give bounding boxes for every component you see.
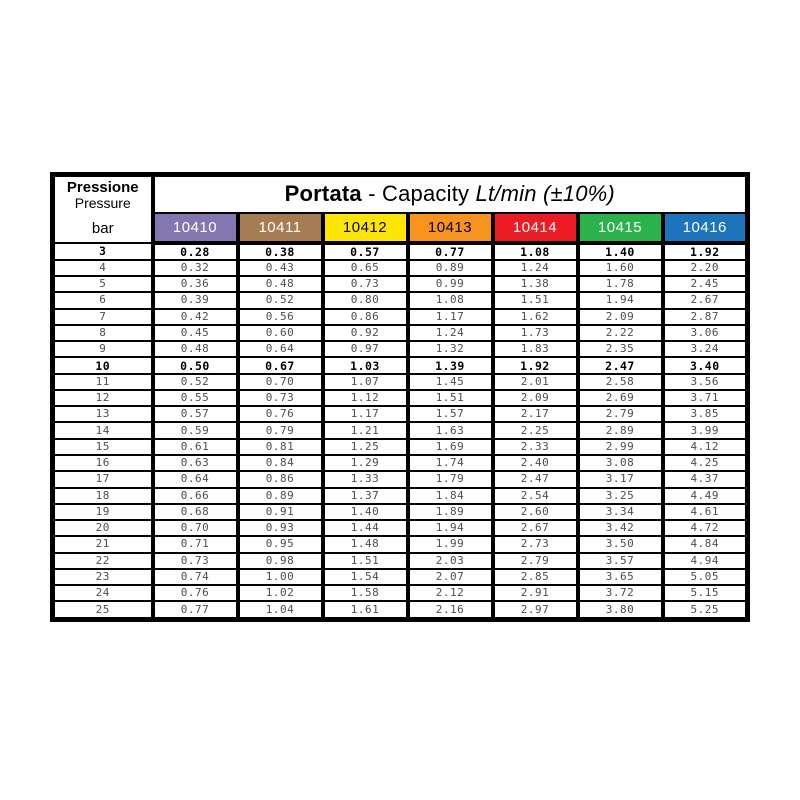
capacity-cell: 0.48: [153, 341, 238, 357]
pressure-cell: 12: [53, 390, 153, 406]
capacity-cell: 2.85: [493, 569, 578, 585]
capacity-cell: 3.99: [663, 422, 748, 438]
capacity-cell: 0.57: [153, 406, 238, 422]
capacity-cell: 2.69: [578, 390, 663, 406]
capacity-cell: 0.74: [153, 569, 238, 585]
capacity-cell: 0.77: [153, 601, 238, 619]
capacity-cell: 2.89: [578, 422, 663, 438]
capacity-cell: 3.72: [578, 585, 663, 601]
capacity-cell: 0.60: [238, 325, 323, 341]
pressure-column-header: [53, 175, 153, 243]
capacity-cell: 1.12: [323, 390, 408, 406]
capacity-cell: 2.16: [408, 601, 493, 619]
code-header-row: [53, 213, 748, 243]
capacity-cell: 0.64: [153, 471, 238, 487]
capacity-cell: 0.32: [153, 260, 238, 276]
capacity-cell: 0.86: [238, 471, 323, 487]
capacity-cell: 2.58: [578, 374, 663, 390]
capacity-cell: 2.60: [493, 504, 578, 520]
pressure-cell: 19: [53, 504, 153, 520]
capacity-cell: 1.38: [493, 276, 578, 292]
capacity-cell: 0.28: [153, 243, 238, 260]
capacity-cell: 1.33: [323, 471, 408, 487]
capacity-cell: 2.79: [493, 553, 578, 569]
capacity-cell: 1.24: [408, 325, 493, 341]
capacity-cell: 3.50: [578, 536, 663, 552]
table-row: [53, 406, 748, 422]
pressure-cell: 25: [53, 601, 153, 619]
capacity-cell: 2.47: [493, 471, 578, 487]
capacity-cell: 0.38: [238, 243, 323, 260]
capacity-cell: 5.25: [663, 601, 748, 619]
pressure-cell: 21: [53, 536, 153, 552]
pressure-cell: 13: [53, 406, 153, 422]
pressure-cell: 16: [53, 455, 153, 471]
capacity-cell: 2.12: [408, 585, 493, 601]
capacity-cell: 0.71: [153, 536, 238, 552]
capacity-cell: 2.97: [493, 601, 578, 619]
pressure-cell: 14: [53, 422, 153, 438]
capacity-cell: 0.86: [323, 309, 408, 325]
pressure-cell: 22: [53, 553, 153, 569]
capacity-cell: 2.79: [578, 406, 663, 422]
table-row: [53, 520, 748, 536]
capacity-cell: 0.89: [238, 488, 323, 504]
capacity-cell: 3.71: [663, 390, 748, 406]
capacity-cell: 1.74: [408, 455, 493, 471]
capacity-cell: 1.94: [578, 292, 663, 308]
pressure-cell: 4: [53, 260, 153, 276]
column-header-10414: 10414: [493, 213, 578, 243]
capacity-cell: 3.42: [578, 520, 663, 536]
capacity-cell: 1.45: [408, 374, 493, 390]
capacity-cell: 0.81: [238, 439, 323, 455]
capacity-cell: 1.84: [408, 488, 493, 504]
capacity-cell: 0.73: [323, 276, 408, 292]
capacity-cell: 0.67: [238, 357, 323, 373]
capacity-cell: 4.37: [663, 471, 748, 487]
capacity-cell: 0.56: [238, 309, 323, 325]
capacity-cell: 0.93: [238, 520, 323, 536]
pressure-cell: 18: [53, 488, 153, 504]
capacity-cell: 2.03: [408, 553, 493, 569]
table-row: [53, 488, 748, 504]
capacity-cell: 4.94: [663, 553, 748, 569]
capacity-cell: 2.33: [493, 439, 578, 455]
capacity-cell: 1.32: [408, 341, 493, 357]
table-row: [53, 374, 748, 390]
capacity-cell: 0.65: [323, 260, 408, 276]
capacity-cell: 1.94: [408, 520, 493, 536]
capacity-cell: 1.58: [323, 585, 408, 601]
capacity-cell: 5.05: [663, 569, 748, 585]
capacity-cell: 3.57: [578, 553, 663, 569]
table-row: [53, 325, 748, 341]
capacity-cell: 0.63: [153, 455, 238, 471]
table-row: [53, 276, 748, 292]
capacity-cell: 2.07: [408, 569, 493, 585]
capacity-cell: 2.54: [493, 488, 578, 504]
capacity-cell: 1.48: [323, 536, 408, 552]
capacity-cell: 2.47: [578, 357, 663, 373]
capacity-cell: 4.84: [663, 536, 748, 552]
pressure-cell: 8: [53, 325, 153, 341]
capacity-cell: 0.73: [153, 553, 238, 569]
capacity-cell: 0.79: [238, 422, 323, 438]
capacity-cell: 1.29: [323, 455, 408, 471]
capacity-cell: 1.21: [323, 422, 408, 438]
capacity-cell: 1.07: [323, 374, 408, 390]
table-row: [53, 292, 748, 308]
capacity-cell: 2.09: [578, 309, 663, 325]
capacity-cell: 0.66: [153, 488, 238, 504]
capacity-cell: 0.99: [408, 276, 493, 292]
table-row: [53, 601, 748, 619]
capacity-cell: 0.68: [153, 504, 238, 520]
table-row: [53, 585, 748, 601]
capacity-cell: 1.51: [493, 292, 578, 308]
table-row: [53, 243, 748, 260]
capacity-cell: 2.20: [663, 260, 748, 276]
capacity-cell: 1.89: [408, 504, 493, 520]
table-row: [53, 260, 748, 276]
table-row: [53, 309, 748, 325]
capacity-cell: 1.79: [408, 471, 493, 487]
capacity-cell: 0.95: [238, 536, 323, 552]
capacity-cell: 2.87: [663, 309, 748, 325]
capacity-cell: 1.24: [493, 260, 578, 276]
pressure-cell: 9: [53, 341, 153, 357]
capacity-cell: 1.04: [238, 601, 323, 619]
capacity-cell: 1.61: [323, 601, 408, 619]
capacity-cell: 0.59: [153, 422, 238, 438]
column-header-10416: 10416: [663, 213, 748, 243]
capacity-cell: 2.73: [493, 536, 578, 552]
table-row: [53, 439, 748, 455]
capacity-table: [50, 172, 750, 622]
capacity-cell: 0.42: [153, 309, 238, 325]
capacity-cell: 1.08: [408, 292, 493, 308]
capacity-cell: 0.57: [323, 243, 408, 260]
capacity-cell: 2.35: [578, 341, 663, 357]
capacity-cell: 3.25: [578, 488, 663, 504]
table-title-bold: Portata: [284, 181, 362, 207]
capacity-cell: 1.63: [408, 422, 493, 438]
capacity-cell: 4.12: [663, 439, 748, 455]
table-title: [153, 175, 748, 213]
capacity-cell: 1.57: [408, 406, 493, 422]
pressure-cell: 24: [53, 585, 153, 601]
table-row: [53, 341, 748, 357]
capacity-cell: 5.15: [663, 585, 748, 601]
capacity-cell: 2.25: [493, 422, 578, 438]
capacity-cell: 0.50: [153, 357, 238, 373]
capacity-cell: 1.44: [323, 520, 408, 536]
capacity-cell: 1.99: [408, 536, 493, 552]
capacity-cell: 1.17: [408, 309, 493, 325]
capacity-cell: 0.43: [238, 260, 323, 276]
capacity-cell: 2.67: [493, 520, 578, 536]
pressure-cell: 3: [53, 243, 153, 260]
capacity-cell: 0.76: [153, 585, 238, 601]
capacity-cell: 0.36: [153, 276, 238, 292]
table-row: [53, 357, 748, 373]
pressure-cell: 5: [53, 276, 153, 292]
capacity-cell: 0.70: [238, 374, 323, 390]
capacity-cell: 3.24: [663, 341, 748, 357]
capacity-cell: 0.97: [323, 341, 408, 357]
table-row: [53, 390, 748, 406]
column-header-10412: 10412: [323, 213, 408, 243]
capacity-cell: 1.92: [663, 243, 748, 260]
pressure-cell: 11: [53, 374, 153, 390]
capacity-cell: 0.92: [323, 325, 408, 341]
table-row: [53, 422, 748, 438]
capacity-cell: 1.40: [323, 504, 408, 520]
capacity-cell: 3.85: [663, 406, 748, 422]
capacity-cell: 2.09: [493, 390, 578, 406]
pressure-cell: 15: [53, 439, 153, 455]
pressure-cell: 6: [53, 292, 153, 308]
table-body: [53, 243, 748, 620]
capacity-cell: 1.83: [493, 341, 578, 357]
table-row: [53, 455, 748, 471]
pressure-cell: 20: [53, 520, 153, 536]
capacity-cell: 2.40: [493, 455, 578, 471]
pressure-label-italian: Pressione: [66, 179, 139, 197]
capacity-cell: 2.01: [493, 374, 578, 390]
capacity-cell: 0.45: [153, 325, 238, 341]
pressure-cell: 7: [53, 309, 153, 325]
capacity-cell: 0.80: [323, 292, 408, 308]
title-row: [53, 175, 748, 213]
capacity-cell: 1.37: [323, 488, 408, 504]
capacity-cell: 0.61: [153, 439, 238, 455]
table-row: [53, 504, 748, 520]
capacity-cell: 3.08: [578, 455, 663, 471]
capacity-cell: 2.22: [578, 325, 663, 341]
capacity-cell: 3.56: [663, 374, 748, 390]
capacity-cell: 0.98: [238, 553, 323, 569]
capacity-cell: 0.91: [238, 504, 323, 520]
capacity-cell: 4.61: [663, 504, 748, 520]
capacity-cell: 1.00: [238, 569, 323, 585]
capacity-cell: 1.40: [578, 243, 663, 260]
capacity-cell: 2.45: [663, 276, 748, 292]
capacity-cell: 1.73: [493, 325, 578, 341]
capacity-cell: 2.99: [578, 439, 663, 455]
capacity-cell: 0.73: [238, 390, 323, 406]
pressure-cell: 23: [53, 569, 153, 585]
capacity-cell: 0.64: [238, 341, 323, 357]
capacity-cell: 1.92: [493, 357, 578, 373]
pressure-unit-label: bar: [91, 220, 114, 238]
capacity-cell: 1.51: [408, 390, 493, 406]
table-row: [53, 471, 748, 487]
capacity-cell: 1.60: [578, 260, 663, 276]
capacity-cell: 2.91: [493, 585, 578, 601]
capacity-cell: 3.65: [578, 569, 663, 585]
capacity-cell: 1.54: [323, 569, 408, 585]
capacity-cell: 2.67: [663, 292, 748, 308]
capacity-cell: 1.25: [323, 439, 408, 455]
capacity-cell: 1.17: [323, 406, 408, 422]
capacity-cell: 1.78: [578, 276, 663, 292]
capacity-cell: 0.76: [238, 406, 323, 422]
table-title-regular: - Capacity: [368, 181, 470, 207]
capacity-cell: 3.34: [578, 504, 663, 520]
capacity-cell: 3.17: [578, 471, 663, 487]
table-title-italic: Lt/min (±10%): [475, 181, 615, 207]
capacity-cell: 1.08: [493, 243, 578, 260]
capacity-cell: 0.77: [408, 243, 493, 260]
capacity-cell: 0.39: [153, 292, 238, 308]
capacity-cell: 4.25: [663, 455, 748, 471]
capacity-cell: 4.72: [663, 520, 748, 536]
table-row: [53, 536, 748, 552]
table-header: [53, 175, 748, 243]
capacity-cell: 1.02: [238, 585, 323, 601]
pressure-cell: 17: [53, 471, 153, 487]
capacity-cell: 0.52: [238, 292, 323, 308]
capacity-cell: 0.48: [238, 276, 323, 292]
capacity-cell: 1.69: [408, 439, 493, 455]
pressure-cell: 10: [53, 357, 153, 373]
table-row: [53, 553, 748, 569]
capacity-cell: 0.55: [153, 390, 238, 406]
pressure-label-english: Pressure: [74, 195, 131, 212]
capacity-cell: 1.51: [323, 553, 408, 569]
capacity-cell: 0.84: [238, 455, 323, 471]
capacity-cell: 0.52: [153, 374, 238, 390]
capacity-cell: 1.39: [408, 357, 493, 373]
capacity-cell: 4.49: [663, 488, 748, 504]
capacity-cell: 1.62: [493, 309, 578, 325]
capacity-cell: 3.06: [663, 325, 748, 341]
capacity-cell: 3.80: [578, 601, 663, 619]
capacity-cell: 3.40: [663, 357, 748, 373]
column-header-10411: 10411: [238, 213, 323, 243]
capacity-cell: 0.70: [153, 520, 238, 536]
column-header-10415: 10415: [578, 213, 663, 243]
capacity-cell: 0.89: [408, 260, 493, 276]
capacity-cell: 2.17: [493, 406, 578, 422]
table-row: [53, 569, 748, 585]
column-header-10413: 10413: [408, 213, 493, 243]
capacity-cell: 1.03: [323, 357, 408, 373]
column-header-10410: 10410: [153, 213, 238, 243]
